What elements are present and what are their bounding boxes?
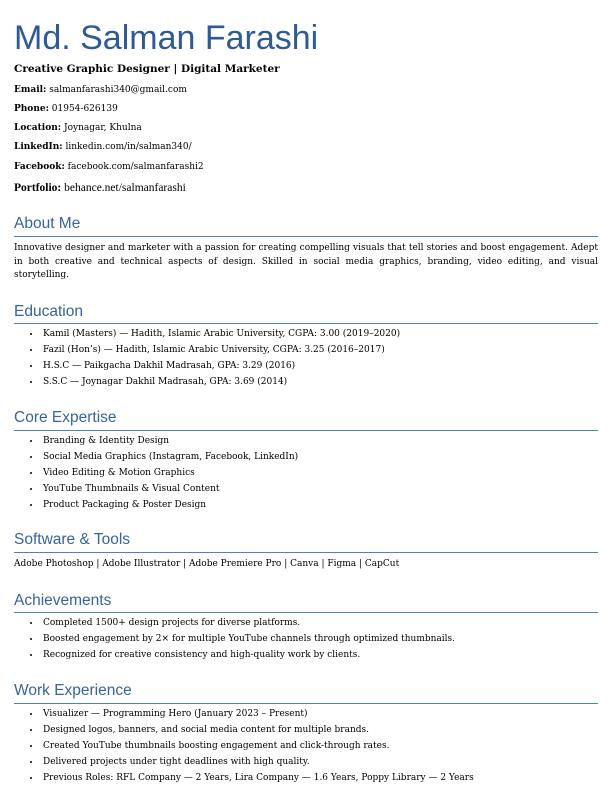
bullet-item: • S.S.C — Joynagar Dakhil Madrasah, GPA: 3.69 (2014) [41, 377, 598, 389]
section-software-tools [14, 531, 598, 571]
bullet-item: • Social Media Graphics (Instagram, Facebook, LinkedIn) [41, 452, 598, 464]
contact-row-facebook [14, 162, 598, 173]
section-heading-education: Education [14, 303, 598, 325]
bullet-item: • Product Packaging & Poster Design [41, 500, 598, 512]
contact-value-linkedin: linkedin.com/in/salman340/ [65, 142, 192, 153]
bullet-item: • Fazil (Hon’s) — Hadith, Islamic Arabic University, CGPA: 3.25 (2016–2017) [41, 345, 598, 357]
bullet-item: • Boosted engagement by 2× for multiple YouTube channels through optimized thumbnails. [41, 634, 598, 646]
contact-label-linkedin: LinkedIn: [14, 142, 63, 153]
section-core-expertise [14, 409, 598, 511]
contact-label-location: Location: [14, 123, 62, 134]
bullet-item: • H.S.C — Paikgacha Dakhil Madrasah, GPA: 3.29 (2016) [41, 361, 598, 373]
contact-label-portfolio: Portfolio: [14, 181, 62, 194]
section-heading-core-expertise: Core Expertise [14, 409, 598, 431]
section-education [14, 303, 598, 389]
bullet-item: • Recognized for creative consistency and high-quality work by clients. [41, 650, 598, 662]
bullet-item: • Branding & Identity Design [41, 436, 598, 448]
bullet-item: • YouTube Thumbnails & Visual Content [41, 484, 598, 496]
contact-row-location [14, 123, 598, 134]
contact-label-facebook: Facebook: [14, 161, 65, 172]
contact-row-linkedin [14, 142, 598, 153]
section-heading-about-me: About Me [14, 215, 598, 237]
software-tools-line: Adobe Photoshop | Adobe Illustrator | Adobe Premiere Pro | Canva | Figma | CapCut [14, 559, 400, 570]
education-list [14, 329, 598, 389]
bullet-item: • Visualizer — Programming Hero (January 2023 – Present) [41, 709, 598, 721]
bullet-item: • Designed logos, banners, and social media content for multiple brands. [41, 725, 598, 737]
contact-value-portfolio: behance.net/salmanfarashi [64, 181, 186, 194]
bullet-item: • Video Editing & Motion Graphics [41, 468, 598, 480]
bullet-item: • Kamil (Masters) — Hadith, Islamic Arabic University, CGPA: 3.00 (2019–2020) [41, 329, 598, 341]
section-heading-software-tools: Software & Tools [14, 531, 598, 553]
contact-row-email [14, 85, 598, 96]
section-heading-achievements: Achievements [14, 592, 598, 614]
contact-label-phone: Phone: [14, 103, 49, 114]
contact-value-location: Joynagar, Khulna [63, 123, 142, 134]
name-title: Md. Salman Farashi [14, 19, 319, 57]
contact-value-facebook: facebook.com/salmanfarashi2 [67, 161, 204, 172]
core-expertise-list [14, 436, 598, 512]
bullet-item: • Delivered projects under tight deadlines with high quality. [41, 757, 598, 769]
bullet-item: • Previous Roles: RFL Company — 2 Years, Lira Company — 1.6 Years, Poppy Library — 2 Years [41, 773, 598, 785]
achievements-list [14, 618, 598, 662]
bullet-item: • Completed 1500+ design projects for diverse platforms. [41, 618, 598, 630]
work-experience-list [14, 709, 598, 785]
contact-value-phone: 01954-626139 [51, 103, 118, 114]
contact-value-email: salmanfarashi340@gmail.com [49, 84, 187, 95]
about-paragraph: Innovative designer and marketer with a passion for creating compelling visuals that tell stories and boost engagement. Adept in both creative and technical aspects of design. Skilled in social media graphics, branding, video editing, and visual storytelling. [14, 243, 598, 281]
section-heading-work-experience: Work Experience [14, 682, 598, 704]
section-achievements [14, 592, 598, 662]
section-work-experience [14, 682, 598, 784]
bullet-item: • Created YouTube thumbnails boosting engagement and click-through rates. [41, 741, 598, 753]
contact-row-portfolio [14, 181, 598, 195]
contact-label-email: Email: [14, 84, 47, 95]
section-about-me [14, 215, 598, 282]
contact-row-phone [14, 104, 598, 115]
tagline: Creative Graphic Designer | Digital Marketer [14, 63, 280, 76]
